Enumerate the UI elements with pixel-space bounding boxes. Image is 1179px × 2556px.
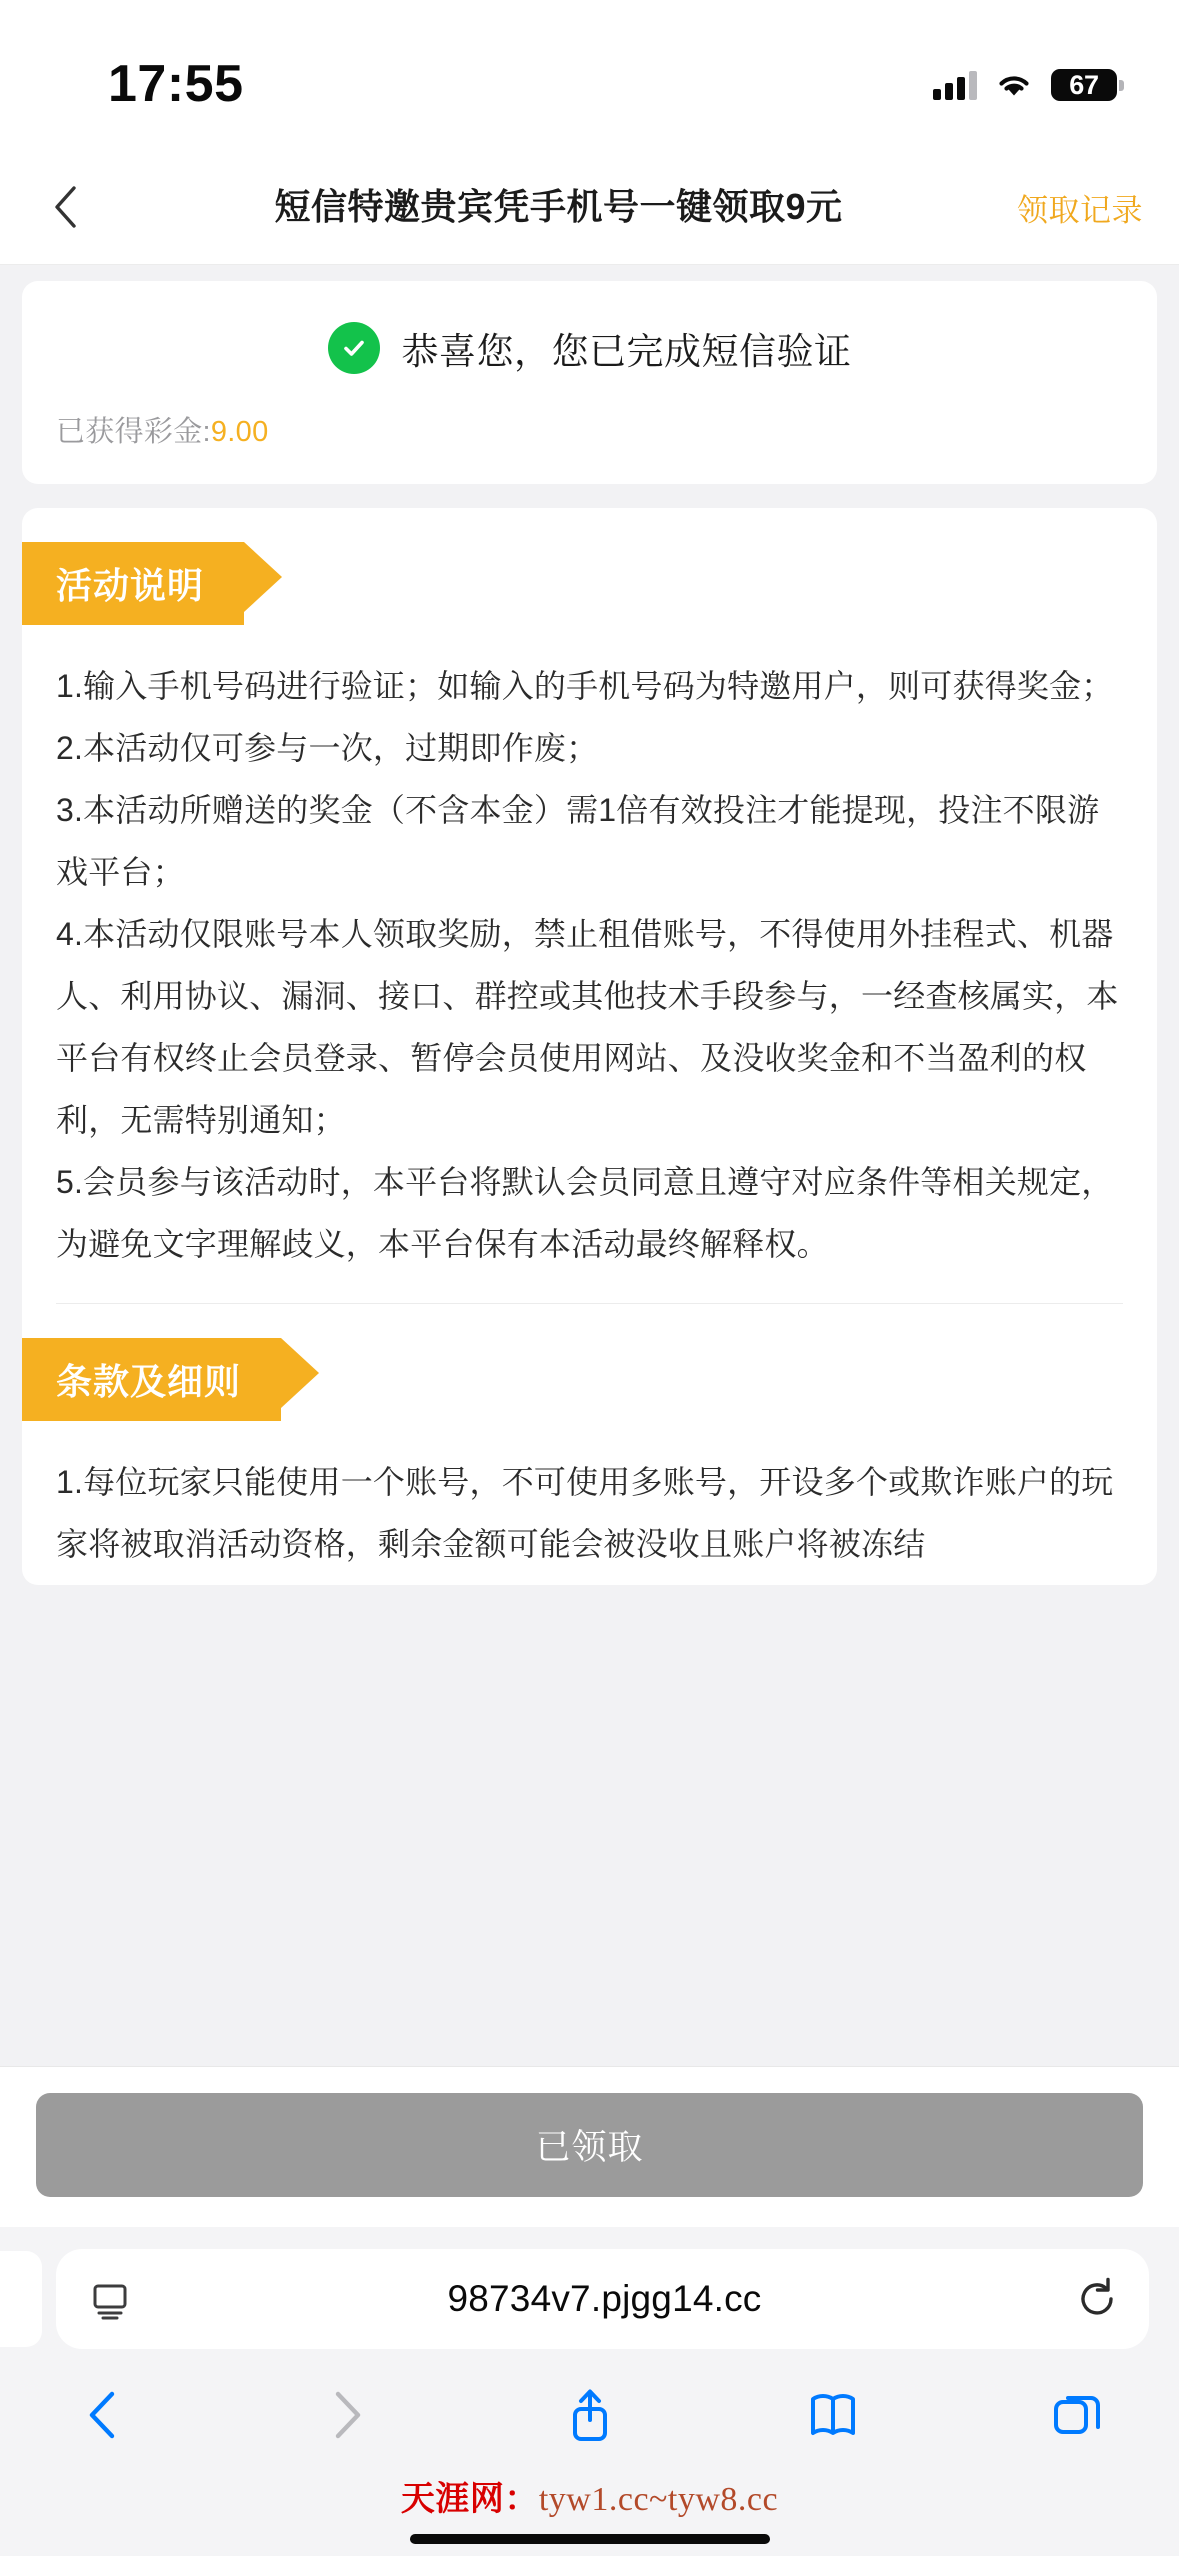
url-bar-row	[0, 2249, 1179, 2349]
rules-card	[22, 508, 1157, 1585]
reader-view-icon[interactable]	[86, 2275, 134, 2323]
terms-ribbon-wrap	[22, 1304, 1157, 1421]
bonus-amount-label: 已获得彩金:	[56, 416, 211, 448]
status-time: 17:55	[108, 55, 244, 113]
watermark-prefix: 天涯网：	[400, 2480, 539, 2518]
share-button[interactable]	[550, 2383, 630, 2447]
home-indicator	[410, 2534, 770, 2544]
rule-item: 5.会员参与该活动时，本平台将默认会员同意且遵守对应条件等相关规定，为避免文字理解歧义，本平台保有本活动最终解释权。	[56, 1164, 1114, 1262]
status-bar	[0, 0, 1179, 150]
page-content	[0, 265, 1179, 2066]
activity-rules-list	[22, 625, 1157, 1275]
back-button[interactable]	[62, 2383, 142, 2447]
watermark	[0, 2457, 1179, 2520]
congrats-row	[56, 321, 1123, 375]
status-indicators	[933, 69, 1117, 101]
browser-toolbar	[0, 2349, 1179, 2457]
rule-item: 2.本活动仅可参与一次，过期即作废；	[56, 730, 599, 766]
browser-chrome	[0, 2227, 1179, 2556]
url-text[interactable]: 98734v7.pjgg14.cc	[447, 2278, 762, 2319]
page-header	[0, 150, 1179, 265]
bonus-amount-value: 9.00	[210, 416, 269, 448]
cta-container	[0, 2066, 1179, 2227]
terms-ribbon: 条款及细则	[22, 1338, 281, 1421]
terms-rules-list	[22, 1421, 1157, 1575]
url-bar[interactable]	[56, 2249, 1149, 2349]
check-circle-icon	[328, 322, 380, 374]
battery-icon	[1051, 69, 1117, 101]
adjacent-tab-preview[interactable]	[0, 2251, 42, 2347]
activity-rules-ribbon: 活动说明	[22, 542, 244, 625]
tabs-button[interactable]	[1037, 2383, 1117, 2447]
reload-icon[interactable]	[1075, 2277, 1119, 2321]
bonus-amount-row	[56, 409, 1123, 450]
wifi-icon	[995, 71, 1033, 99]
watermark-link: tyw1.cc~tyw8.cc	[538, 2481, 779, 2518]
activity-rules-ribbon-wrap	[22, 508, 1157, 625]
rule-item: 1.输入手机号码进行验证；如输入的手机号码为特邀用户，则可获得奖金；	[56, 668, 1114, 704]
bookmarks-button[interactable]	[793, 2383, 873, 2447]
rule-item: 3.本活动所赠送的奖金（不含本金）需1倍有效投注才能提现，投注不限游戏平台；	[56, 792, 1100, 890]
cellular-signal-icon	[933, 70, 977, 100]
congrats-text: 恭喜您，您已完成短信验证	[401, 331, 852, 372]
rule-item: 1.每位玩家只能使用一个账号，不可使用多账号，开设多个或欺诈账户的玩家将被取消活动资格，剩余金额可能会被没收且账户将被冻结	[56, 1464, 1114, 1562]
claim-button[interactable]: 已领取	[36, 2093, 1143, 2197]
claim-records-link[interactable]: 领取记录	[1017, 192, 1143, 228]
forward-button[interactable]	[306, 2383, 386, 2447]
verification-result-card	[22, 281, 1157, 484]
battery-level: 67	[1069, 69, 1099, 100]
page-title: 短信特邀贵宾凭手机号一键领取9元	[274, 186, 843, 227]
chevron-left-icon[interactable]	[30, 172, 100, 242]
rule-item: 4.本活动仅限账号本人领取奖励，禁止租借账号，不得使用外挂程式、机器人、利用协议、漏洞、接口、群控或其他技术手段参与，一经查核属实，本平台有权终止会员登录、暂停会员使用网站、及没收奖金和不当盈利的权利，无需特别通知；	[56, 916, 1119, 1138]
